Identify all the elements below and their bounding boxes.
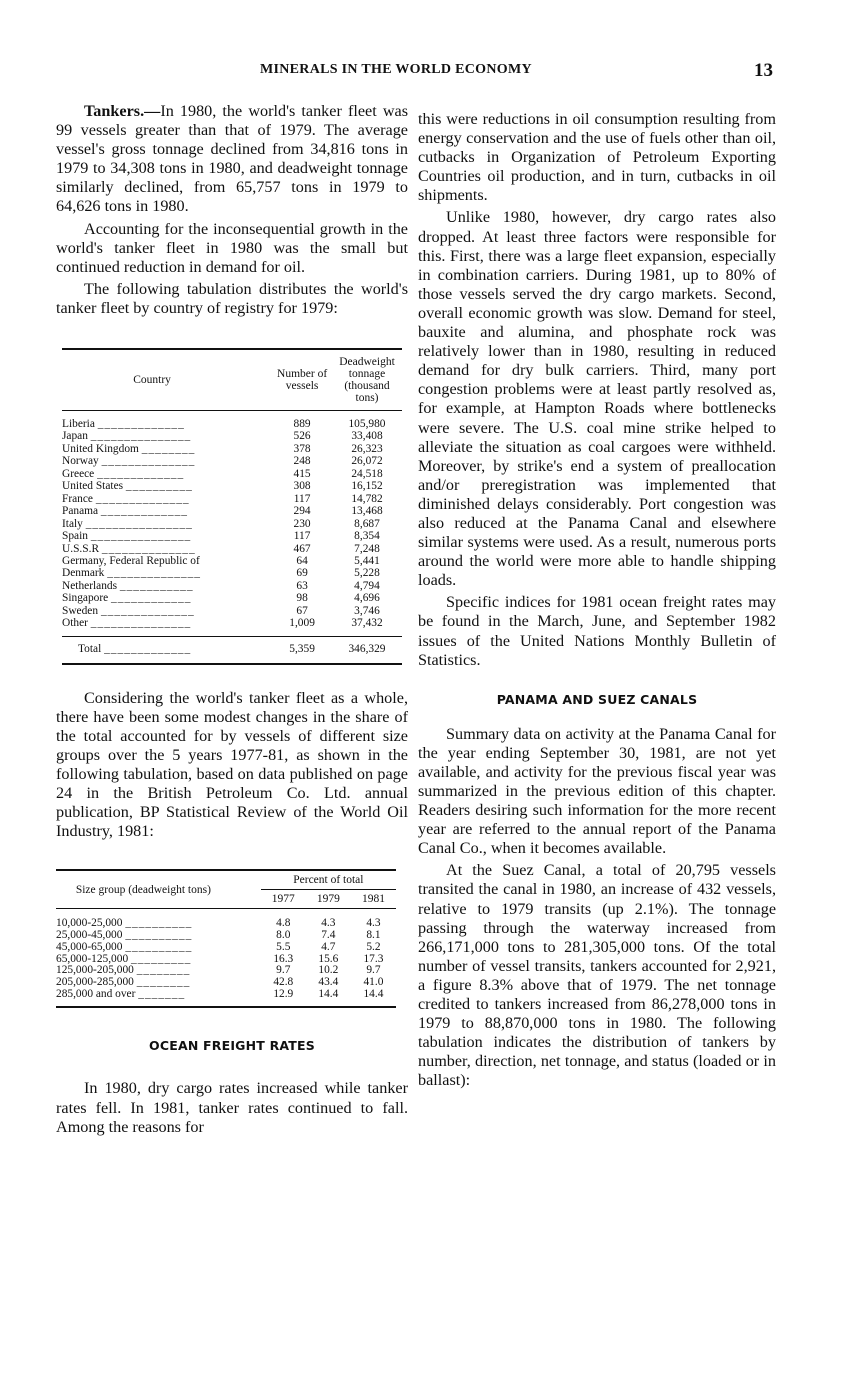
fleet-row	[62, 567, 402, 579]
fleet-row	[62, 455, 402, 467]
paragraph-size-groups: Considering the world's tanker fleet as a whole, there have been some modest changes in the share of the total accounted for by vessels of different size groups over the 5 years 1977-81, as shown in the following tabulation, based on data published on page 24 in the British Petroleum Co. Ltd. annual publication, BP Statistical Review of the World Oil Industry, 1981:	[56, 688, 408, 841]
dwt-value: 3,746	[354, 604, 380, 617]
country-name: Italy	[62, 517, 83, 530]
leader-dots: _____________	[104, 642, 192, 655]
vessel-count: 248	[293, 455, 311, 468]
running-title: MINERALS IN THE WORLD ECONOMY	[260, 62, 532, 77]
leader-dots: ______________	[100, 604, 195, 617]
fleet-row	[62, 518, 402, 530]
leader-dots: ________	[136, 976, 191, 988]
paragraph-panama: Summary data on activity at the Panama Canal for the year ending September 30, 1981, are not yet available, and activity for the previous fiscal year was summarized in the previous edition of this chapter. Readers desiring such information for the more recent year are referred to the annual report of the Panama Canal Co., when it becomes available.	[418, 724, 776, 858]
dwt-value: 5,441	[354, 555, 380, 568]
fleet-row	[62, 543, 402, 555]
leader-dots: _________	[131, 952, 192, 965]
country-name: Spain	[62, 530, 88, 543]
vessel-count: 467	[293, 542, 311, 555]
percent-1979: 15.6	[318, 952, 339, 965]
fleet-row	[62, 555, 402, 567]
dwt-value: 105,980	[348, 418, 386, 431]
vessel-count: 69	[296, 567, 308, 580]
leader-dots: ______________	[107, 567, 201, 580]
leader-dots: _______	[138, 987, 186, 1000]
size-group-label: 205,000-285,000	[56, 976, 134, 988]
dwt-value: 7,248	[354, 542, 380, 555]
dwt-value: 37,432	[351, 617, 383, 630]
page-number: 13	[754, 60, 773, 81]
vessel-count: 415	[293, 467, 311, 480]
header-dwt: Deadweight tonnage (thousand tons)	[339, 356, 395, 405]
size-group-table	[56, 869, 396, 1008]
tankers-body: In 1980, the world's tanker fleet was 99 vessels greater than that of 1979. The average vessel's gross tonnage declined from 34,816 tons in 1979 to 34,308 tons in 1980, and deadweight tonnage similarly declined, from 65,757 tons in 1979 to 64,626 tons in 1980.	[56, 102, 408, 216]
tankers-paragraph	[56, 102, 408, 217]
leader-dots: ______________	[101, 542, 196, 555]
vessel-count: 1,009	[289, 617, 315, 630]
leader-dots: __________	[125, 480, 193, 493]
vessel-count: 117	[293, 492, 311, 505]
total-vessels: 5,359	[289, 642, 315, 655]
percent-1977: 12.9	[273, 987, 294, 1000]
country-name: United Kingdom	[62, 442, 139, 455]
leader-dots: ________________	[85, 517, 193, 530]
paragraph-tabulation-intro: The following tabulation distributes the world's tanker fleet by country of registry for 1979:	[56, 279, 408, 317]
dwt-value: 26,323	[351, 442, 383, 455]
country-name: Liberia	[62, 418, 95, 431]
percent-1977: 8.0	[276, 929, 291, 942]
country-name: Sweden	[62, 604, 99, 617]
paragraph-suez: At the Suez Canal, a total of 20,795 vessels transited the canal in 1980, an increase of 432 vessels, relative to 1979 transits (up 2.1%). The tonnage passing through the waterway increased from 266,171,000 tons to 281,305,000 tons. Of the total number of vessel transits, tankers accounted for 2,921, a figure 8.3% above that of 1979. The net tonnage credited to tankers increased from 86,278,000 tons in 1979 to 88,870,000 tons in 1980. The following tabulation indicates the distribution of tankers by number, direction, net tonnage, and status (loaded or in ballast):	[418, 861, 776, 1090]
country-name: United States	[62, 480, 124, 493]
fleet-row	[62, 592, 402, 604]
leader-dots: ______________	[101, 455, 196, 468]
fleet-table-header	[62, 349, 402, 411]
percent-1979: 43.4	[318, 976, 339, 988]
country-name: Netherlands	[62, 579, 118, 592]
leader-dots: __________	[125, 917, 193, 930]
header-year-1979: 1979	[316, 893, 340, 906]
country-name: Japan	[62, 430, 88, 443]
vessel-count: 230	[293, 517, 311, 530]
vessel-count: 308	[293, 480, 311, 493]
header-year-1977: 1977	[271, 893, 295, 906]
header-country: Country	[133, 374, 171, 387]
left-column	[56, 102, 408, 1137]
fleet-row	[62, 443, 402, 455]
dwt-value: 24,518	[351, 467, 383, 480]
header-vessels: Number of vessels	[277, 368, 328, 393]
paragraph-dry-cargo: Unlike 1980, however, dry cargo rates also dropped. At least three factors were responsible for this. First, there was a large fleet expansion, especially in combination carriers. During 1981, up to 80% of those vessels served the dry cargo markets. Second, overall economic growth was slow. Demand for steel, bauxite and alumina, and phosphate rock was relatively lower than in 1980, resulting in reduced demand for dry bulk carriers. Third, many port congestion problems were at least partly resolved as, for example, at Hampton Roads where bottlenecks were severe. The U.S. coal mine strike helped to alleviate the situation as coal cargoes were withheld. Moreover, by strike's end a system of preallocation and/or preregistration was implemented that diminished delays considerably. Port congestion was also reduced at the Panama Canal and elsewhere similar systems were used. As a result, numerous ports around the world were more able to handle shipping loads.	[418, 208, 776, 590]
percent-1981: 17.3	[363, 952, 384, 965]
size-group-label: 25,000-45,000	[56, 929, 123, 942]
size-group-label: 45,000-65,000	[56, 940, 123, 953]
percent-1977: 42.8	[273, 976, 294, 988]
leader-dots: _______________	[90, 617, 192, 630]
leader-dots: ________	[136, 964, 191, 977]
percent-1977: 5.5	[276, 940, 291, 953]
vessel-count: 117	[293, 530, 311, 543]
paragraph-ocean-freight: In 1980, dry cargo rates increased while tanker rates fell. In 1981, tanker rates continued to fall. Among the reasons for	[56, 1079, 408, 1136]
dwt-value: 8,354	[354, 530, 380, 543]
percent-1981: 8.1	[366, 929, 381, 942]
percent-1981: 4.3	[366, 917, 381, 930]
dwt-value: 16,152	[351, 480, 383, 493]
country-name: Panama	[62, 505, 99, 518]
dwt-value: 8,687	[354, 517, 380, 530]
country-name: Germany, Federal Republic of	[62, 555, 200, 568]
size-row	[56, 989, 396, 1008]
paragraph-indices: Specific indices for 1981 ocean freight rates may be found in the March, June, and September 1982 issues of the United Nations Monthly Bulletin of Statistics.	[418, 593, 776, 669]
vessel-count: 526	[293, 430, 311, 443]
header-size-group: Size group (deadweight tons)	[75, 883, 211, 896]
size-group-label: 285,000 and over	[56, 987, 136, 1000]
vessel-count: 63	[296, 579, 308, 592]
dwt-value: 26,072	[351, 455, 383, 468]
percent-1979: 14.4	[318, 987, 339, 1000]
ocean-freight-heading: OCEAN FREIGHT RATES	[149, 1038, 315, 1054]
country-name: Other	[62, 617, 88, 630]
leader-dots: _____________	[100, 505, 188, 518]
paragraph-oil-reductions: this were reductions in oil consumption resulting from energy conservation and the use of fuels other than oil, cutbacks in Organization of Petroleum Exporting Countries oil production, and in turn, cutbacks in oil shipments.	[418, 110, 776, 205]
fleet-row	[62, 605, 402, 617]
country-name: Greece	[62, 467, 95, 480]
percent-1981: 41.0	[363, 976, 384, 988]
total-dwt: 346,329	[348, 642, 386, 655]
leader-dots: ___________	[119, 579, 194, 592]
percent-1977: 9.7	[276, 964, 291, 977]
leader-dots: ____________	[111, 592, 192, 605]
vessel-count: 889	[293, 418, 311, 431]
country-name: U.S.S.R	[62, 542, 100, 555]
dwt-value: 13,468	[351, 505, 383, 518]
leader-dots: ______________	[95, 492, 190, 505]
percent-1981: 14.4	[363, 987, 384, 1000]
dwt-value: 4,794	[354, 579, 380, 592]
total-label: Total	[78, 642, 102, 655]
fleet-row	[62, 505, 402, 517]
header-year-1981: 1981	[361, 893, 385, 906]
fleet-total-row	[62, 636, 402, 664]
fleet-row	[62, 430, 402, 442]
fleet-row	[62, 480, 402, 492]
percent-1979: 4.7	[321, 940, 336, 953]
fleet-row	[62, 411, 402, 431]
vessel-count: 294	[293, 505, 311, 518]
vessel-count: 98	[296, 592, 308, 605]
leader-dots: _____________	[97, 467, 185, 480]
fleet-row	[62, 617, 402, 636]
percent-1981: 9.7	[366, 964, 381, 977]
fleet-row	[62, 530, 402, 542]
fleet-row	[62, 493, 402, 505]
dwt-value: 14,782	[351, 492, 383, 505]
leader-dots: _____________	[97, 418, 185, 431]
leader-dots: __________	[125, 929, 193, 942]
percent-1979: 7.4	[321, 929, 336, 942]
dwt-value: 4,696	[354, 592, 380, 605]
percent-1981: 5.2	[366, 940, 381, 953]
percent-1979: 10.2	[318, 964, 339, 977]
country-name: France	[62, 492, 93, 505]
dwt-value: 5,228	[354, 567, 380, 580]
percent-1979: 4.3	[321, 917, 336, 930]
vessel-count: 64	[296, 555, 308, 568]
canals-heading: PANAMA AND SUEZ CANALS	[496, 691, 698, 707]
fleet-row	[62, 468, 402, 480]
leader-dots: _______________	[90, 430, 192, 443]
leader-dots: ________	[141, 442, 196, 455]
percent-1977: 4.8	[276, 917, 291, 930]
fleet-by-country-table	[62, 348, 402, 665]
tankers-lead: Tankers.—	[84, 102, 161, 120]
leader-dots: __________	[125, 940, 193, 953]
right-column	[418, 110, 776, 1091]
fleet-row	[62, 580, 402, 592]
paragraph-accounting: Accounting for the inconsequential growth in the world's tanker fleet in 1980 was the small but continued reduction in demand for oil.	[56, 219, 408, 276]
vessel-count: 67	[296, 604, 308, 617]
country-name: Denmark	[62, 567, 105, 580]
size-group-label: 10,000-25,000	[56, 917, 123, 930]
size-row	[56, 909, 396, 930]
size-group-label: 65,000-125,000	[56, 952, 129, 965]
percent-1977: 16.3	[273, 952, 294, 965]
vessel-count: 378	[293, 442, 311, 455]
country-name: Singapore	[62, 592, 109, 605]
leader-dots: _______________	[90, 530, 192, 543]
dwt-value: 33,408	[351, 430, 383, 443]
country-name: Norway	[62, 455, 99, 468]
size-group-label: 125,000-205,000	[56, 964, 134, 977]
header-percent: Percent of total	[261, 870, 396, 890]
